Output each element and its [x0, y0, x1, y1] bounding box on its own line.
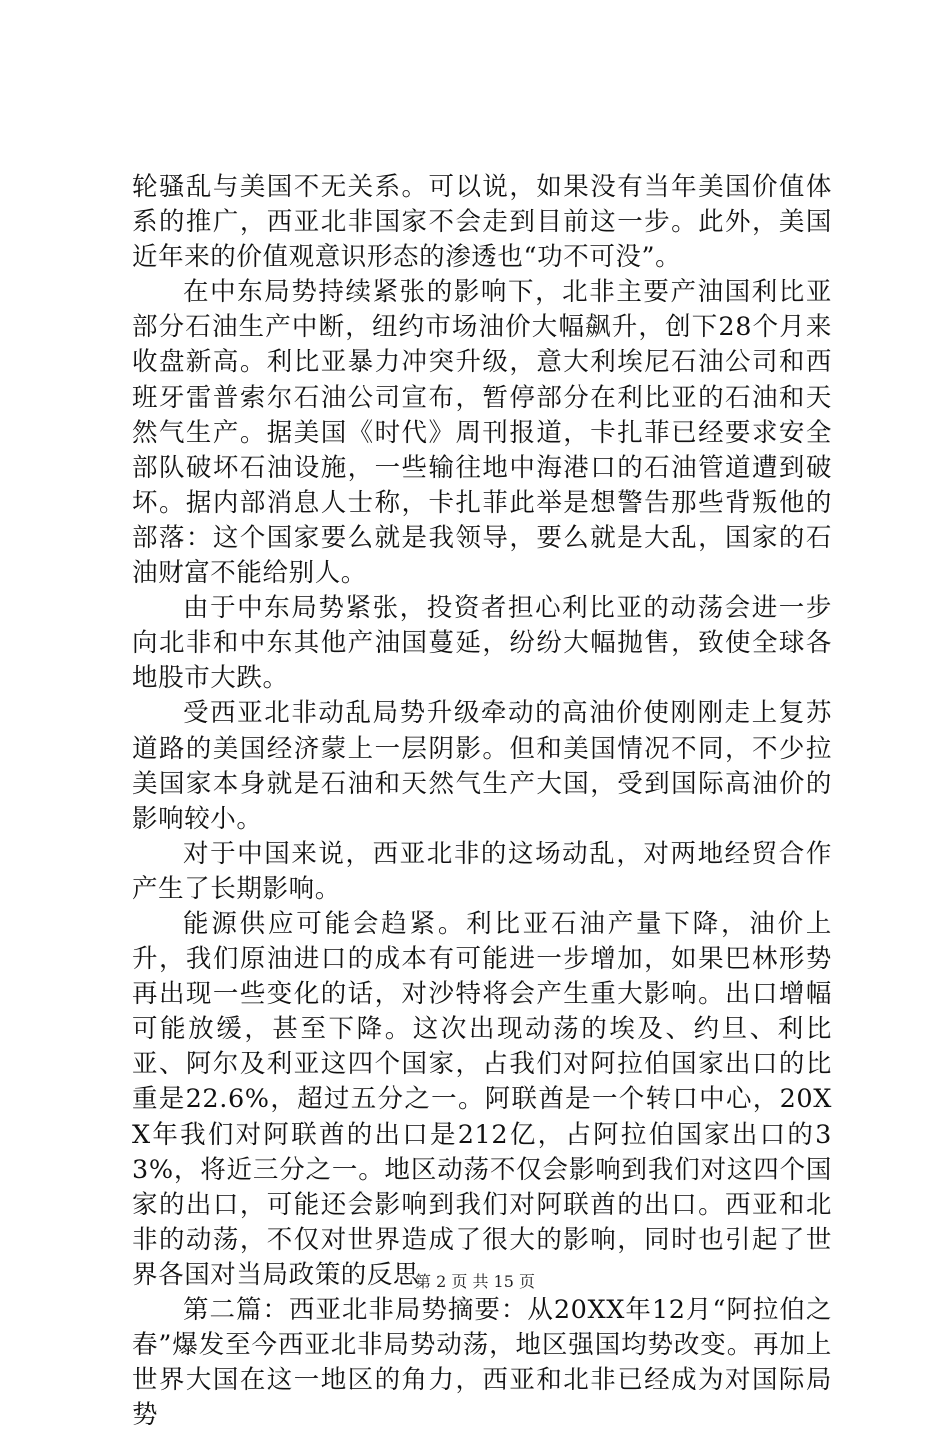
paragraph-stock-markets: 由于中东局势紧张，投资者担心利比亚的动荡会进一步向北非和中东其他产油国蔓延，纷纷大幅抛售，致使全球各地股市大跌。 — [132, 593, 832, 694]
paragraph-continued: 轮骚乱与美国不无关系。可以说，如果没有当年美国价值体系的推广，西亚北非国家不会走到目前这一步。此外，美国近年来的价值观意识形态的渗透也“功不可没”。 — [132, 172, 832, 273]
document-body — [132, 170, 832, 1433]
paragraph-second-article: 第二篇：西亚北非局势摘要：从20XX年12月“阿拉伯之春”爆发至今西亚北非局势动荡，地区强国均势改变。再加上世界大国在这一地区的角力，西亚和北非已经成为对国际局势 — [132, 1295, 832, 1431]
paragraph-libya-oil: 在中东局势持续紧张的影响下，北非主要产油国利比亚部分石油生产中断，纽约市场油价大幅飙升，创下28个月来收盘新高。利比亚暴力冲突升级，意大利埃尼石油公司和西班牙雷普索尔石油公司宣布，暂停部分在利比亚的石油和天然气生产。据美国《时代》周刊报道，卡扎菲已经要求安全部队破坏石油设施，一些输往地中海港口的石油管道遭到破坏。据内部消息人士称，卡扎菲此举是想警告那些背叛他的部落：这个国家要么就是我领导，要么就是大乱，国家的石油财富不能给别人。 — [132, 277, 832, 589]
paragraph-energy-supply: 能源供应可能会趋紧。利比亚石油产量下降，油价上升，我们原油进口的成本有可能进一步增加，如果巴林形势再出现一些变化的话，对沙特将会产生重大影响。出口增幅可能放缓，甚至下降。这次出现动荡的埃及、约旦、利比亚、阿尔及利亚这四个国家，占我们对阿拉伯国家出口的比重是22.6%，超过五分之一。阿联酋是一个转口中心，20XX年我们对阿联酋的出口是212亿，占阿拉伯国家出口的33%，将近三分之一。地区动荡不仅会影响到我们对这四个国家的出口，可能还会影响到我们对阿联酋的出口。西亚和北非的动荡，不仅对世界造成了很大的影响，同时也引起了世界各国对当局政策的反思 — [132, 908, 832, 1290]
page-footer: 第 2 页 共 15 页 — [415, 1272, 535, 1291]
paragraph-china-impact: 对于中国来说，西亚北非的这场动乱，对两地经贸合作产生了长期影响。 — [132, 838, 832, 904]
paragraph-us-economy: 受西亚北非动乱局势升级牵动的高油价使刚刚走上复苏道路的美国经济蒙上一层阴影。但和美国情况不同，不少拉美国家本身就是石油和天然气生产大国，受到国际高油价的影响较小。 — [132, 698, 832, 834]
